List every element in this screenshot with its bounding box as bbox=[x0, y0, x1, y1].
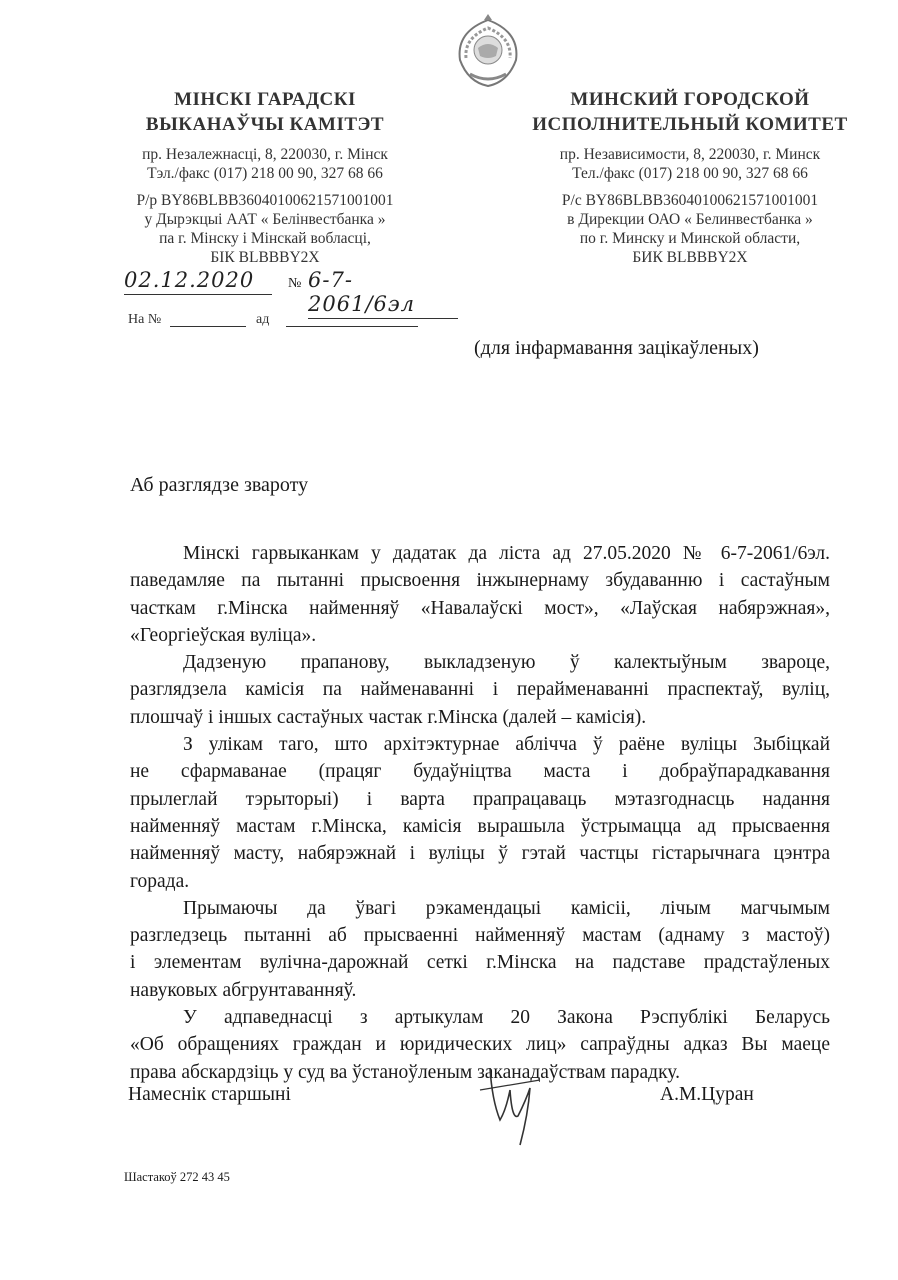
address-be: пр. Незалежнасці, 8, 220030, г. Мінск bbox=[142, 146, 388, 163]
paragraph-line: і элементам вулічна-дарожнай сеткі г.Мінска на падставе прадстаўленых bbox=[130, 952, 830, 974]
paragraph-line: часткам г.Мінска найменняў «Навалаўскі мост», «Лаўская набярэжная», bbox=[130, 597, 830, 619]
paragraph-line: Прымаючы да ўвагі рэкамендацыі камісіі, лічым магчымым bbox=[183, 897, 830, 919]
paragraph-line: не сфармаванае (працяг будаўніцтва маста і добраўпарадкавання bbox=[130, 761, 830, 783]
phone-ru: Тел./факс (017) 218 00 90, 327 68 66 bbox=[572, 165, 808, 182]
org-name-ru-line1: МИНСКИЙ ГОРОДСКОЙ bbox=[570, 89, 810, 110]
paragraph-line: прылеглай тэрыторыі) і варта прапрацаваць мэтазгоднасць надання bbox=[130, 788, 830, 810]
org-name-be-line2: ВЫКАНАЎЧЫ КАМІТЭТ bbox=[145, 114, 385, 135]
paragraph-line: горада. bbox=[130, 870, 190, 892]
ref-date-line bbox=[286, 326, 418, 327]
account-ru: Р/с BY86BLBB36040100621571001001 bbox=[561, 192, 819, 209]
executor: Шастакоў 272 43 45 bbox=[124, 1170, 230, 1184]
paragraph-line: Мінскі гарвыканкам у дадатак да ліста ад 27.05.2020 № 6-7-2061/6эл. bbox=[183, 543, 830, 564]
bank-ru-2: по г. Минску и Минской области, bbox=[579, 230, 801, 247]
paragraph bbox=[130, 895, 830, 1004]
ref-number-line bbox=[170, 326, 246, 327]
paragraph bbox=[130, 540, 830, 649]
paragraph-line: У адпаведнасці з артыкулам 20 Закона Рэспублікі Беларусь bbox=[183, 1007, 830, 1029]
reg-date: 02.12.2020 bbox=[124, 268, 272, 295]
org-name-be-line1: МІНСКІ ГАРАДСКІ bbox=[174, 89, 356, 110]
paragraph-line: «Об обращениях граждан и юридических лиц» сапраўдны адказ Вы маеце bbox=[130, 1034, 830, 1056]
reg-number-label: № bbox=[288, 276, 302, 291]
handwritten-signature-icon bbox=[470, 1060, 560, 1155]
letter-body bbox=[130, 540, 830, 1086]
bic-ru: БИК BLBBBY2X bbox=[632, 249, 748, 266]
address-ru: пр. Независимости, 8, 220030, г. Минск bbox=[559, 146, 821, 163]
account-be: Р/р BY86BLBB36040100621571001001 bbox=[136, 192, 394, 209]
org-name-ru-line2: ИСПОЛНИТЕЛЬНЫЙ КОМИТЕТ bbox=[532, 114, 848, 135]
bank-be-1: у Дырэкцыі ААТ « Белінвестбанка » bbox=[144, 211, 386, 228]
bank-ru-1: в Дирекции ОАО « Белинвестбанка » bbox=[567, 211, 813, 228]
signer-position: Намеснік старшыні bbox=[128, 1084, 291, 1105]
paragraph-line: «Георгіеўская вуліца». bbox=[130, 624, 317, 646]
paragraph-line: Дадзеную прапанову, выкладзеную ў калектыўным звароце, bbox=[183, 652, 830, 674]
paragraph-line: паведамляе па пытанні прысвоення інжынернаму збудаванню і састаўным bbox=[130, 570, 830, 592]
header-left bbox=[100, 87, 430, 267]
paragraph-line: найменняў мастам г.Мінска, камісія вырашыла ўстрымацца ад прысваення bbox=[130, 815, 830, 837]
paragraph bbox=[130, 649, 830, 731]
paragraph-line: навуковых абгрунтаванняў. bbox=[130, 979, 357, 1001]
subject: Аб разглядзе звароту bbox=[130, 474, 309, 496]
ref-number-label: На № bbox=[128, 312, 162, 327]
phone-be: Тэл./факс (017) 218 00 90, 327 68 66 bbox=[147, 165, 383, 182]
paragraph-line: разгледзець пытанні аб прысваенні найменняў мастам (аднаму з мастоў) bbox=[130, 925, 830, 947]
paragraph-line: найменняў масту, набярэжнай і вуліцы ў гэтай частцы гістарычнага цэнтра bbox=[130, 843, 830, 865]
state-emblem-icon bbox=[448, 12, 528, 97]
paragraph-line: плошчаў і іншых састаўных частак г.Мінска (далей – камісія). bbox=[130, 706, 647, 728]
paragraph-line: З улікам таго, што архітэктурнае аблічча ў раёне вуліцы Зыбіцкай bbox=[183, 734, 830, 756]
ref-from-label: ад bbox=[256, 312, 270, 327]
signer-name: А.М.Цуран bbox=[660, 1084, 754, 1105]
header-right bbox=[520, 87, 860, 267]
addressee: (для інфармавання зацікаўленых) bbox=[474, 337, 759, 359]
reg-number: 6-7-2061/6эл bbox=[308, 268, 458, 319]
paragraph-line: разглядзела камісія па найменаванні і перайменаванні праспектаў, вуліц, bbox=[130, 679, 830, 701]
paragraph-line: права абскардзіць у суд ва ўстаноўленым заканадаўствам парадку. bbox=[130, 1061, 680, 1083]
bank-be-2: па г. Мінску і Мінскай вобласці, bbox=[159, 230, 371, 247]
bic-be: БІК BLBBBY2X bbox=[210, 249, 320, 266]
paragraph bbox=[130, 731, 830, 895]
